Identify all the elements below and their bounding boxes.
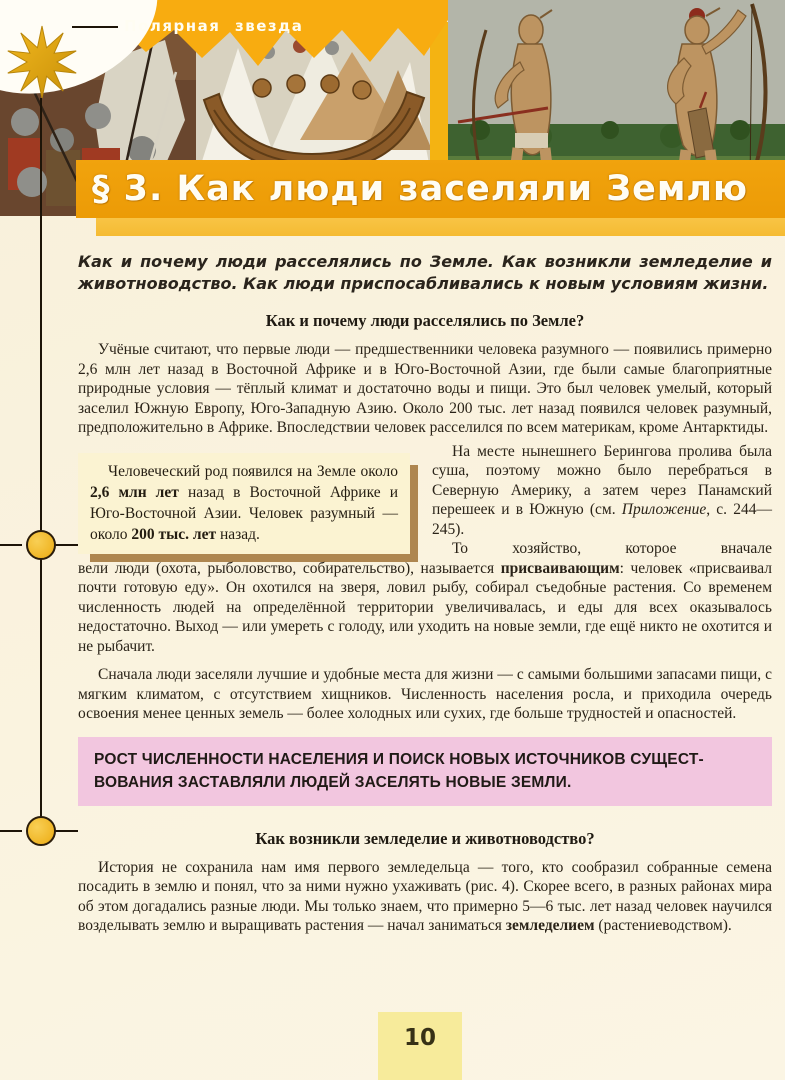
marker-connector: [54, 544, 78, 546]
key-statement-box: [78, 737, 772, 806]
marker-connector: [54, 830, 78, 832]
intro-text: Как и почему люди расселялись по Земле. Как возникли земледелие и животноводство. Как люди приспосабливались к новым условиям жизни.: [78, 252, 772, 293]
fact-box-text: [90, 461, 398, 545]
bering-italic: Приложение: [621, 501, 707, 518]
marker-circle-keybox: [26, 816, 56, 846]
title-banner: [76, 160, 785, 218]
fact-text-1: Человеческий род появился на Земле около: [108, 462, 398, 480]
economy-bold: присваивающим: [500, 559, 620, 577]
key-statement-line-2: ВОВАНИЯ ЗАСТАВЛЯЛИ ЛЮДЕЙ ЗАСЕЛЯТЬ НОВЫЕ ЗЕМЛИ.: [94, 773, 572, 791]
key-statement-line-1: РОСТ ЧИСЛЕННОСТИ НАСЕЛЕНИЯ И ПОИСК НОВЫХ ИСТОЧНИКОВ СУЩЕСТ-: [94, 750, 704, 768]
page-number-box: [378, 1012, 462, 1080]
farming-text-1: История не сохранила нам имя первого земледельца — того, кто сообразил собранные семена посадить в землю и понял, что за ними нужно ухаживать (рис. 4). Скорее всего, в разных районах мира об этом догадались разные люди. Мы только знаем, что примерно 5—6 тыс. лет назад человек научился возделывать землю и выращивать растения — начал заниматься: [78, 858, 772, 934]
economy-text-1: вели люди (охота, рыболовство, собирательство), называется: [78, 559, 501, 577]
section-heading-2: Как возникли земледелие и животноводство?: [255, 828, 595, 848]
page-number: 10: [403, 1025, 436, 1051]
paragraph-settling: Сначала люди заселяли лучшие и удобные места для жизни — с самыми большими запасами пищи, с мягким климатом, с отсутствием хищников. Численность населения росла, и приходила очередь освоения менее ценных земель — более холодных или сухих, где больше трудностей и опасностей.: [78, 666, 772, 722]
fact-box: [78, 453, 410, 554]
paragraph-human-origin: Учёные считают, что первые люди — предшественники человека разумного — появились примерно 2,6 млн лет назад в Восточной Африке и в Юго-Восточной Азии, где были самые благоприятные природные условия — тёплый климат и достаточно воды и пищи. Это был человек умелый, который заселил Южную Европу, Юго-Западную Азию. Около 200 тыс. лет назад появился человек разумный, предположительно в Африке. Впоследствии человек расселился по всем материкам, кроме Антарктиды.: [78, 341, 772, 436]
fact-text-2: назад в Восточной Африке и Юго-Восточной Азии. Человек разумный — около: [90, 483, 398, 543]
page-title: § 3. Как люди заселяли Землю: [92, 169, 749, 209]
polar-star-icon: [0, 0, 100, 110]
economy-text-2: : человек «присваивал почти готовую еду». Он охотился на зверя, ловил рыбу, собирал съедобные растения. Со временем численность людей на определённой территории увеличивалась, и еды для всех оказывалось недостаточно. Выход — или умереть с голоду, или уходить на новые земли, где ещё никто не охотится и не рыбачит.: [78, 559, 772, 655]
paragraph-farming: [78, 858, 772, 936]
farming-text-2: (растениеводством).: [594, 917, 732, 934]
brand-connector-line: [72, 26, 118, 28]
marker-connector: [0, 544, 22, 546]
series-brand-label: Полярная звезда: [124, 17, 304, 35]
fact-text-3: назад.: [216, 525, 260, 543]
paragraph-economy-first-line: То хозяйство, которое вначале: [452, 540, 772, 557]
marker-connector: [0, 830, 22, 832]
page-content: [78, 251, 772, 936]
fact-bold-1: 2,6 млн лет: [90, 483, 179, 501]
margin-divider-line: [40, 98, 42, 833]
title-banner-underline: [96, 218, 785, 236]
bering-text-1: На месте нынешнего Берингова пролива была суша, поэтому можно было перебраться в Северную Америку, а затем через Панамский перешеек и в Южную (см.: [432, 442, 772, 518]
fact-bold-2: 200 тыс. лет: [131, 525, 217, 543]
marker-circle-factbox: [26, 530, 56, 560]
two-column-block: [78, 442, 772, 559]
farming-bold: земледелием: [505, 917, 595, 934]
paragraph-economy: [78, 559, 772, 657]
right-column: [432, 442, 772, 559]
paragraph-bering: [432, 442, 772, 540]
section-heading-1: Как и почему люди расселялись по Земле?: [265, 311, 585, 330]
bering-text-2: , с. 244—245).: [432, 501, 772, 538]
